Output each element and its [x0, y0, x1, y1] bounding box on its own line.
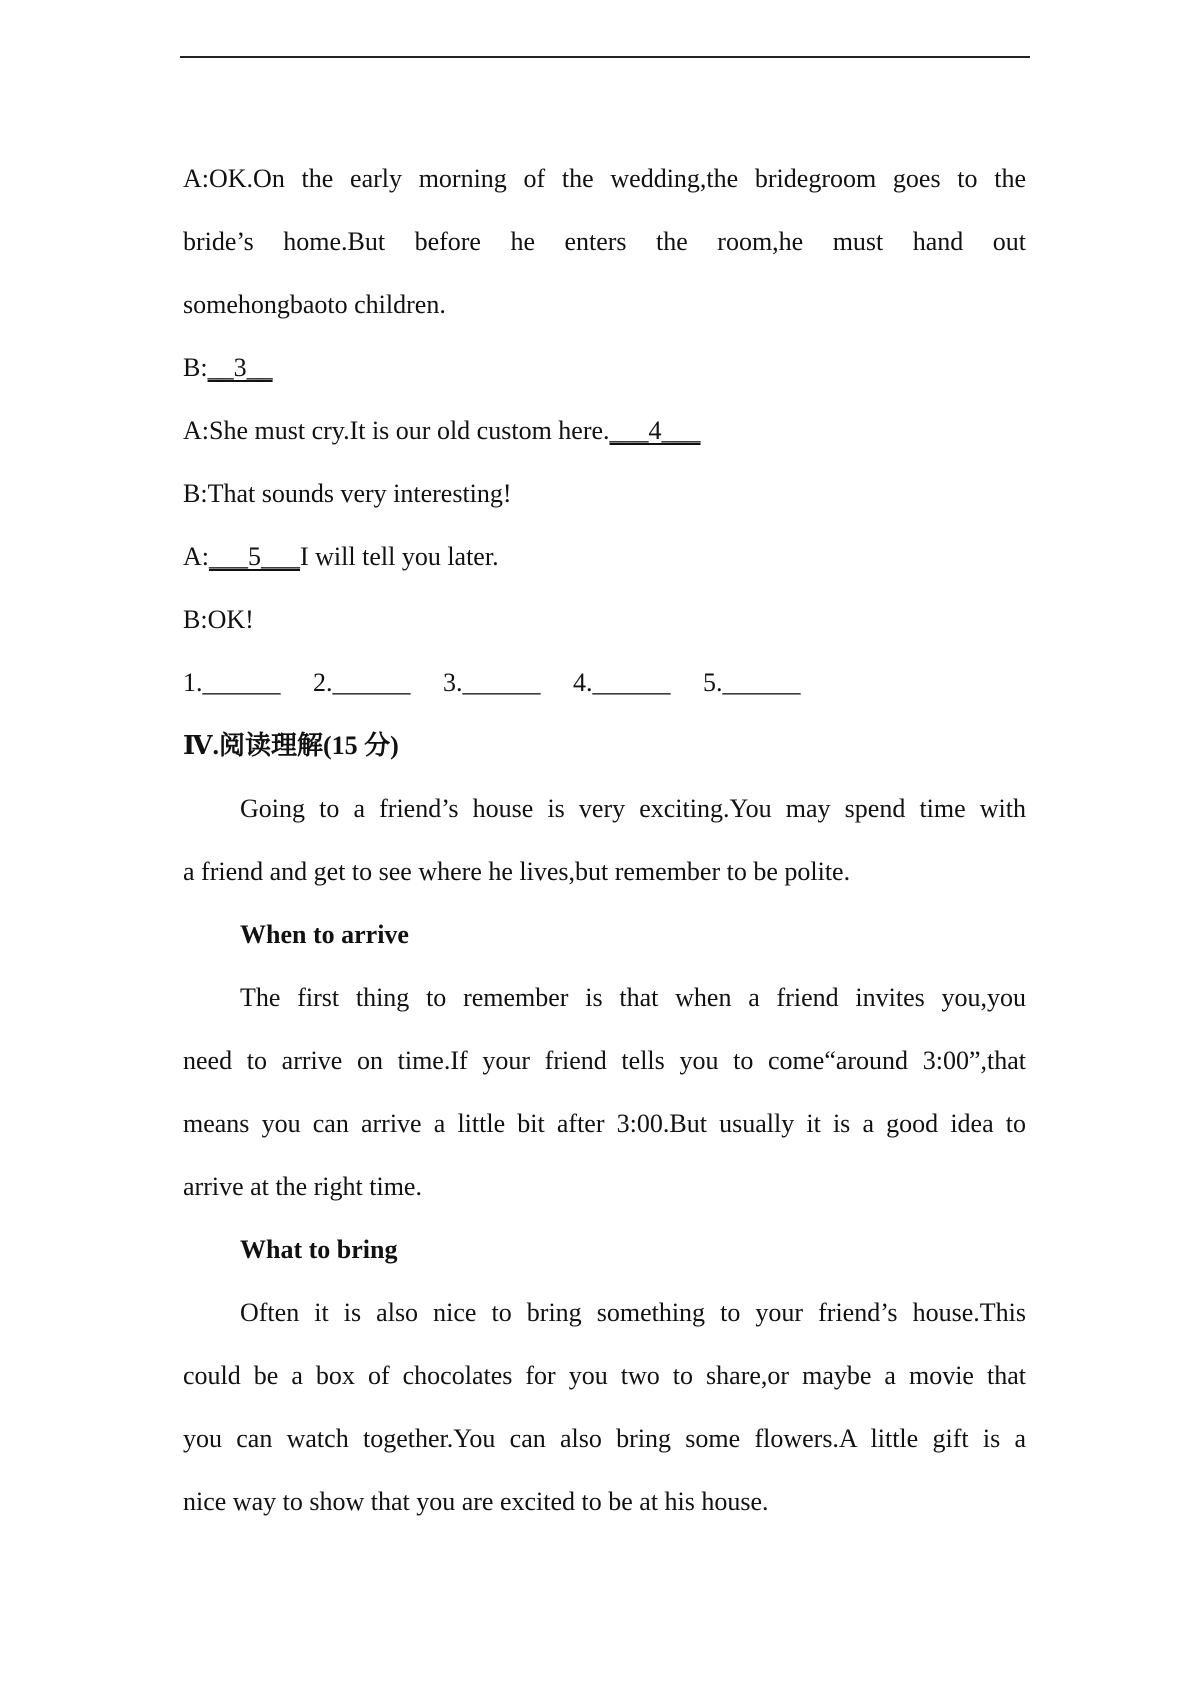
answer-slot-2: 2.______ [313, 668, 411, 697]
section-title: Ⅳ.阅读理解(15 分) [183, 731, 399, 760]
speaker-label: A: [183, 542, 209, 571]
answer-slot-1: 1.______ [183, 668, 281, 697]
paragraph-line: nice way to show that you are excited to be at his house. [183, 1487, 769, 1516]
subheading-when-to-arrive: When to arrive [240, 920, 409, 949]
answer-blank-3: __3__ [207, 353, 273, 382]
dialogue-line-b3 [183, 353, 1026, 383]
paragraph-line: means you can arrive a little bit after 3:00.But usually it is a good idea to [183, 1109, 1026, 1138]
paragraph-line: need to arrive on time.If your friend tells you to come“around 3:00”,that [183, 1046, 1026, 1075]
dialogue-text: A:She must cry.It is our old custom here. [183, 416, 610, 445]
dialogue-line: B:That sounds very interesting! [183, 479, 512, 508]
paragraph-line: Often it is also nice to bring something to your friend’s house.This [240, 1298, 1026, 1327]
answer-blank-4: ___4___ [609, 416, 701, 445]
header-rule [180, 56, 1030, 58]
answer-slot-5: 5.______ [703, 668, 801, 697]
answer-blanks-row [183, 668, 1026, 698]
answer-blank-5: ___5___ [209, 542, 300, 571]
speaker-label: B: [183, 353, 208, 382]
paragraph-line: could be a box of chocolates for you two to share,or maybe a movie that [183, 1361, 1026, 1390]
answer-slot-3: 3.______ [443, 668, 541, 697]
paragraph-line: a friend and get to see where he lives,but remember to be polite. [183, 857, 851, 886]
dialogue-line-a4 [183, 416, 1026, 446]
paragraph-line: arrive at the right time. [183, 1172, 422, 1201]
dialogue-line: bride’s home.But before he enters the room,he must hand out [183, 227, 1026, 256]
paragraph-line: The first thing to remember is that when a friend invites you,you [240, 983, 1026, 1012]
dialogue-line: somehongbaoto children. [183, 290, 446, 319]
subheading-what-to-bring: What to bring [240, 1235, 398, 1264]
answer-slot-4: 4.______ [573, 668, 671, 697]
paragraph-line: you can watch together.You can also bring some flowers.A little gift is a [183, 1424, 1026, 1453]
dialogue-line-a5 [183, 542, 1026, 572]
dialogue-line: B:OK! [183, 605, 254, 634]
dialogue-line: A:OK.On the early morning of the wedding,the bridegroom goes to the [183, 164, 1026, 193]
dialogue-text: I will tell you later. [300, 542, 499, 571]
paragraph-line: Going to a friend’s house is very exciting.You may spend time with [240, 794, 1026, 823]
